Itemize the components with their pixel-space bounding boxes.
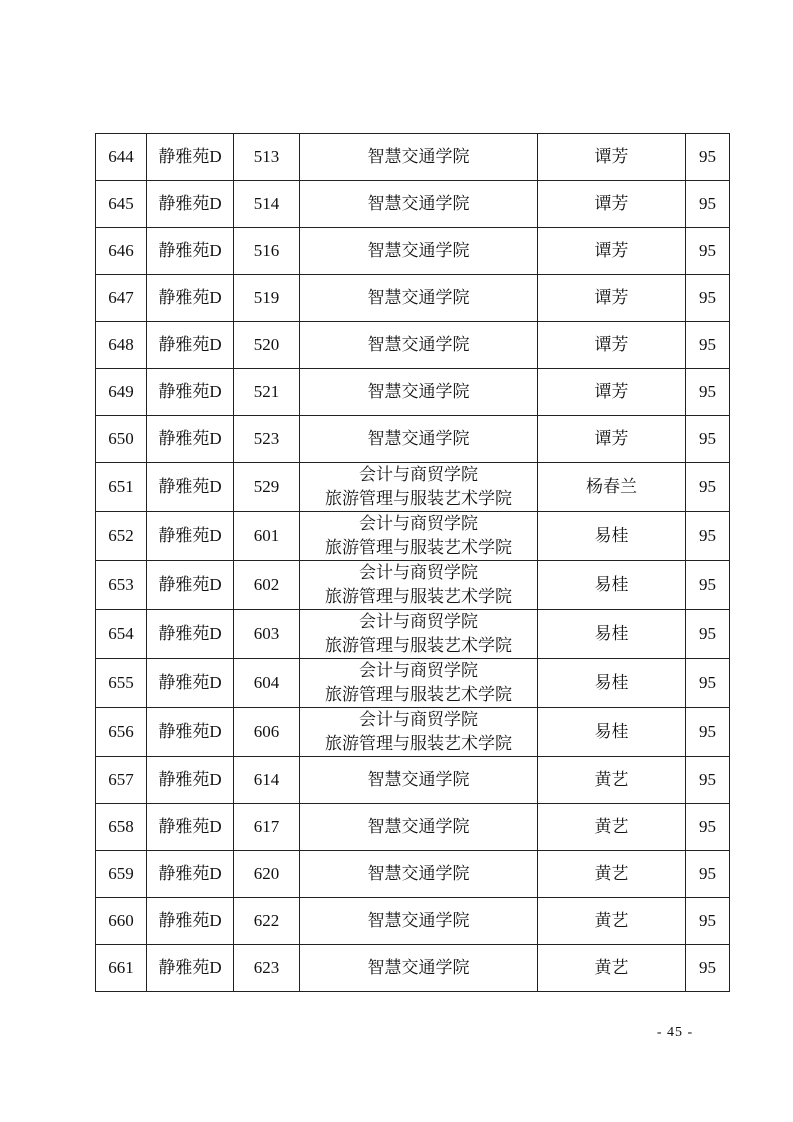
- row-number-cell: 646: [96, 228, 147, 275]
- college-name: 智慧交通学院: [367, 770, 470, 789]
- person-cell: 黄艺: [538, 945, 686, 992]
- score-cell: 95: [686, 757, 730, 804]
- college-name: 智慧交通学院: [367, 864, 470, 883]
- row-number-cell: 654: [96, 610, 147, 659]
- college-name: 旅游管理与服装艺术学院: [325, 636, 512, 655]
- score-cell: 95: [686, 463, 730, 512]
- college-cell: [300, 804, 538, 851]
- building-cell: 静雅苑D: [147, 851, 234, 898]
- score-cell: 95: [686, 561, 730, 610]
- college-cell: [300, 708, 538, 757]
- row-number-cell: 660: [96, 898, 147, 945]
- score-cell: 95: [686, 134, 730, 181]
- college-cell: [300, 561, 538, 610]
- building-cell: 静雅苑D: [147, 708, 234, 757]
- table-row: [96, 757, 730, 804]
- college-cell: [300, 322, 538, 369]
- college-cell: [300, 610, 538, 659]
- person-cell: 谭芳: [538, 369, 686, 416]
- person-cell: 易桂: [538, 561, 686, 610]
- room-cell: 606: [234, 708, 300, 757]
- person-cell: 谭芳: [538, 228, 686, 275]
- table-row: [96, 275, 730, 322]
- room-cell: 601: [234, 512, 300, 561]
- college-name: 旅游管理与服装艺术学院: [325, 538, 512, 557]
- score-cell: 95: [686, 804, 730, 851]
- college-name: 智慧交通学院: [367, 194, 470, 213]
- score-cell: 95: [686, 851, 730, 898]
- college-cell: [300, 181, 538, 228]
- score-cell: 95: [686, 416, 730, 463]
- table-row: [96, 561, 730, 610]
- college-name: 智慧交通学院: [367, 382, 470, 401]
- score-cell: 95: [686, 610, 730, 659]
- college-name: 会计与商贸学院: [359, 710, 478, 729]
- table-row: [96, 610, 730, 659]
- row-number-cell: 650: [96, 416, 147, 463]
- building-cell: 静雅苑D: [147, 610, 234, 659]
- score-cell: 95: [686, 275, 730, 322]
- row-number-cell: 649: [96, 369, 147, 416]
- row-number-cell: 647: [96, 275, 147, 322]
- score-cell: 95: [686, 512, 730, 561]
- row-number-cell: 653: [96, 561, 147, 610]
- score-cell: 95: [686, 708, 730, 757]
- room-cell: 529: [234, 463, 300, 512]
- person-cell: 易桂: [538, 708, 686, 757]
- building-cell: 静雅苑D: [147, 898, 234, 945]
- person-cell: 黄艺: [538, 898, 686, 945]
- building-cell: 静雅苑D: [147, 369, 234, 416]
- building-cell: 静雅苑D: [147, 416, 234, 463]
- table-row: [96, 463, 730, 512]
- college-name: 智慧交通学院: [367, 335, 470, 354]
- score-cell: 95: [686, 228, 730, 275]
- person-cell: 谭芳: [538, 275, 686, 322]
- room-cell: 603: [234, 610, 300, 659]
- page-number: - 45 -: [656, 1025, 694, 1040]
- college-cell: [300, 228, 538, 275]
- room-cell: 623: [234, 945, 300, 992]
- table-body: [96, 134, 730, 992]
- table-row: [96, 708, 730, 757]
- room-cell: 514: [234, 181, 300, 228]
- college-cell: [300, 275, 538, 322]
- person-cell: 黄艺: [538, 757, 686, 804]
- score-cell: 95: [686, 945, 730, 992]
- row-number-cell: 661: [96, 945, 147, 992]
- room-cell: 614: [234, 757, 300, 804]
- person-cell: 谭芳: [538, 416, 686, 463]
- building-cell: 静雅苑D: [147, 463, 234, 512]
- college-cell: [300, 134, 538, 181]
- person-cell: 杨春兰: [538, 463, 686, 512]
- room-cell: 520: [234, 322, 300, 369]
- college-name: 会计与商贸学院: [359, 612, 478, 631]
- row-number-cell: 657: [96, 757, 147, 804]
- college-cell: [300, 898, 538, 945]
- room-cell: 521: [234, 369, 300, 416]
- table-row: [96, 134, 730, 181]
- college-name: 旅游管理与服装艺术学院: [325, 734, 512, 753]
- person-cell: 黄艺: [538, 804, 686, 851]
- table-row: [96, 322, 730, 369]
- table-row: [96, 851, 730, 898]
- dormitory-score-table: [95, 133, 730, 992]
- college-name: 智慧交通学院: [367, 911, 470, 930]
- score-cell: 95: [686, 369, 730, 416]
- score-cell: 95: [686, 181, 730, 228]
- college-name: 会计与商贸学院: [359, 563, 478, 582]
- row-number-cell: 648: [96, 322, 147, 369]
- row-number-cell: 644: [96, 134, 147, 181]
- building-cell: 静雅苑D: [147, 945, 234, 992]
- building-cell: 静雅苑D: [147, 804, 234, 851]
- building-cell: 静雅苑D: [147, 757, 234, 804]
- person-cell: 易桂: [538, 659, 686, 708]
- row-number-cell: 658: [96, 804, 147, 851]
- table-row: [96, 181, 730, 228]
- college-name: 旅游管理与服装艺术学院: [325, 587, 512, 606]
- college-name: 智慧交通学院: [367, 817, 470, 836]
- building-cell: 静雅苑D: [147, 561, 234, 610]
- college-cell: [300, 463, 538, 512]
- college-name: 会计与商贸学院: [359, 514, 478, 533]
- college-name: 智慧交通学院: [367, 241, 470, 260]
- table-row: [96, 228, 730, 275]
- person-cell: 谭芳: [538, 322, 686, 369]
- college-cell: [300, 416, 538, 463]
- college-name: 旅游管理与服装艺术学院: [325, 685, 512, 704]
- table-row: [96, 369, 730, 416]
- building-cell: 静雅苑D: [147, 659, 234, 708]
- building-cell: 静雅苑D: [147, 134, 234, 181]
- room-cell: 622: [234, 898, 300, 945]
- person-cell: 谭芳: [538, 134, 686, 181]
- person-cell: 黄艺: [538, 851, 686, 898]
- college-cell: [300, 757, 538, 804]
- row-number-cell: 651: [96, 463, 147, 512]
- table-row: [96, 898, 730, 945]
- college-cell: [300, 851, 538, 898]
- table-row: [96, 416, 730, 463]
- row-number-cell: 656: [96, 708, 147, 757]
- person-cell: 易桂: [538, 512, 686, 561]
- college-name: 智慧交通学院: [367, 429, 470, 448]
- college-cell: [300, 512, 538, 561]
- building-cell: 静雅苑D: [147, 181, 234, 228]
- college-name: 智慧交通学院: [367, 147, 470, 166]
- college-cell: [300, 659, 538, 708]
- room-cell: 523: [234, 416, 300, 463]
- row-number-cell: 652: [96, 512, 147, 561]
- score-cell: 95: [686, 659, 730, 708]
- building-cell: 静雅苑D: [147, 512, 234, 561]
- college-name: 智慧交通学院: [367, 288, 470, 307]
- table-row: [96, 804, 730, 851]
- row-number-cell: 659: [96, 851, 147, 898]
- building-cell: 静雅苑D: [147, 228, 234, 275]
- college-cell: [300, 369, 538, 416]
- room-cell: 602: [234, 561, 300, 610]
- table-row: [96, 512, 730, 561]
- row-number-cell: 655: [96, 659, 147, 708]
- college-name: 会计与商贸学院: [359, 465, 478, 484]
- room-cell: 513: [234, 134, 300, 181]
- room-cell: 604: [234, 659, 300, 708]
- college-name: 会计与商贸学院: [359, 661, 478, 680]
- room-cell: 516: [234, 228, 300, 275]
- score-cell: 95: [686, 322, 730, 369]
- building-cell: 静雅苑D: [147, 275, 234, 322]
- building-cell: 静雅苑D: [147, 322, 234, 369]
- college-name: 智慧交通学院: [367, 958, 470, 977]
- table-row: [96, 659, 730, 708]
- college-name: 旅游管理与服装艺术学院: [325, 489, 512, 508]
- room-cell: 519: [234, 275, 300, 322]
- room-cell: 620: [234, 851, 300, 898]
- score-cell: 95: [686, 898, 730, 945]
- college-cell: [300, 945, 538, 992]
- room-cell: 617: [234, 804, 300, 851]
- person-cell: 易桂: [538, 610, 686, 659]
- table-row: [96, 945, 730, 992]
- row-number-cell: 645: [96, 181, 147, 228]
- person-cell: 谭芳: [538, 181, 686, 228]
